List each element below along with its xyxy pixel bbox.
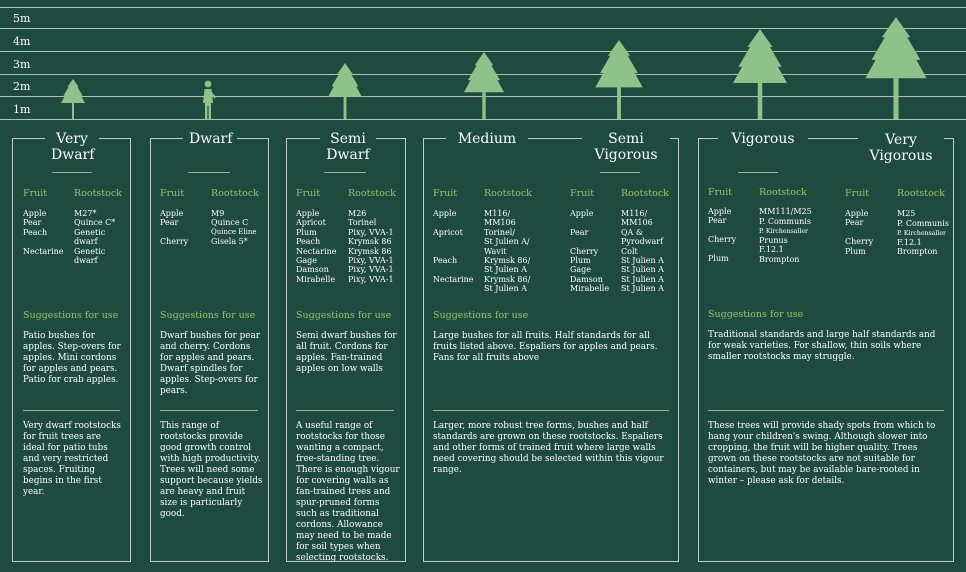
- vigorous-fruit-header: Fruit: [708, 187, 733, 198]
- vigorous-fruit-list: Apple Pear Cherry Plum: [708, 207, 737, 264]
- semi-dwarf-rootstock-header: Rootstock: [348, 188, 396, 199]
- very-vigorous-description: These trees will provide shady spots from which to hang your children's swing. Although slower into cropping, the fruit will be higher quality. Trees grown on these rootstocks are not suitable for containers, but may be available bare-rooted in winter – please ask for details.: [708, 421, 936, 486]
- dwarf-fruit-list: Apple Pear Cherry: [160, 209, 189, 247]
- very-vigorous-rootstock-header: Rootstock: [897, 188, 945, 199]
- very-dwarf-fruit-header: Fruit: [23, 188, 48, 199]
- dwarf-description: This range of rootstocks provide good growth control with high productivity. Trees will need some support because yields are heavy and fruit size is particularly good.: [160, 421, 263, 519]
- vigorous-rootstock-1: MM111/M25: [759, 207, 812, 216]
- semi-vigorous-fruit-list: Apple Pear Cherry Plum Gage Damson Mirabelle: [570, 209, 610, 294]
- very-vigorous-rootstock-4: F.12.1 Brompton: [897, 238, 938, 257]
- tree-size-illustrations: [0, 0, 966, 125]
- very-dwarf-title: Very Dwarf: [45, 131, 99, 163]
- very-dwarf-rootstock-header: Rootstock: [74, 188, 122, 199]
- very-dwarf-suggestions-heading: Suggestions for use: [23, 310, 119, 321]
- medium-title: Medium: [446, 131, 528, 147]
- very-vigorous-suggestions-heading: Suggestions for use: [708, 309, 804, 320]
- medium-fruit-header: Fruit: [433, 188, 458, 199]
- very-dwarf-fruit-list: Apple Pear Peach Nectarine: [23, 209, 64, 256]
- vigorous-rootstock-2: P. Communis: [759, 217, 811, 226]
- dwarf-rootstock-header: Rootstock: [211, 188, 259, 199]
- very-dwarf-suggestions-text: Patio bushes for apples. Step-overs for apples. Mini cordons for apples and pears. Patio for crab apples.: [23, 331, 121, 385]
- scale-label-3m: 3m: [13, 58, 31, 71]
- very-vigorous-separator: [708, 410, 944, 411]
- very-vigorous-title: Very Vigorous: [858, 132, 944, 164]
- semi-vigorous-title: Semi Vigorous: [582, 131, 670, 163]
- semi-vigorous-suggestions-text: Large bushes for all fruits. Half standards for all fruits listed above. Espaliers for apples and pears. Fans for all fruits above: [433, 331, 658, 363]
- dwarf-separator: [160, 410, 258, 411]
- vigorous-title: Vigorous: [718, 131, 808, 147]
- semi-vigorous-rootstock-list: M116/ MM106 QA & Pyrodwarf Colt St Julien A St Julien A St Julien A St Julien A: [621, 209, 664, 294]
- dwarf-rootstock-small: Quince Eline: [211, 228, 257, 236]
- semi-vigorous-fruit-header: Fruit: [570, 188, 595, 199]
- vigorous-rootstock-header: Rootstock: [759, 187, 807, 198]
- tree-semi-vigorous-icon: [595, 40, 642, 119]
- tree-semi-dwarf-icon: [328, 63, 362, 119]
- very-dwarf-title-underline: [52, 172, 92, 173]
- semi-vigorous-description: Larger, more robust tree forms, bushes and half standards are grown on these rootstocks. Espaliers and other forms of trained fruit where large walls need covering should be selected within this vigour range.: [433, 421, 664, 475]
- medium-rootstock-list: M116/ MM106 Torinel/ St Julien A/ Wavit Krymsk 86/ St Julien A Krymsk 86/ St Julien A: [484, 209, 531, 294]
- semi-vigorous-title-underline: [600, 172, 640, 173]
- semi-dwarf-suggestions-text: Semi dwarf bushes for all fruit. Cordons for apples. Fan-trained apples on low walls: [296, 331, 397, 374]
- dwarf-rootstock-last: Gisela 5*: [211, 237, 248, 246]
- semi-vigorous-suggestions-heading: Suggestions for use: [433, 310, 529, 321]
- vigorous-rootstock-4: Prunus F.12.1 Brompton: [759, 236, 800, 264]
- vigorous-title-underline: [738, 172, 778, 173]
- scale-label-4m: 4m: [13, 35, 31, 48]
- dwarf-suggestions-text: Dwarf bushes for pear and cherry. Cordons for apples and pears. Dwarf spindles for apples. Step-overs for pears.: [160, 331, 260, 396]
- semi-dwarf-title: Semi Dwarf: [320, 131, 376, 163]
- very-vigorous-rootstock-1: M25: [897, 209, 916, 218]
- vigorous-rootstock-3: P. Kirchensaller: [759, 228, 808, 235]
- very-dwarf-rootstock-list: M27* Quince C* Genetic dwarf Genetic dwarf: [74, 209, 116, 266]
- semi-dwarf-fruit-header: Fruit: [296, 188, 321, 199]
- semi-dwarf-fruit-list: Apple Apricot Plum Peach Nectarine Gage Damson Mirabelle: [296, 209, 337, 284]
- semi-dwarf-description: A useful range of rootstocks for those wanting a compact, free-standing tree. There is enough vigour for covering walls as fan-trained trees and spur-pruned forms such as traditional cordons. Allowance may need to be made for soil types when selecting rootstocks.: [296, 421, 400, 563]
- dwarf-fruit-header: Fruit: [160, 188, 185, 199]
- dwarf-suggestions-heading: Suggestions for use: [160, 310, 256, 321]
- semi-dwarf-suggestions-heading: Suggestions for use: [296, 310, 392, 321]
- tree-very-vigorous-icon: [865, 17, 926, 119]
- very-vigorous-fruit-header: Fruit: [845, 188, 870, 199]
- medium-rootstock-header: Rootstock: [484, 188, 532, 199]
- semi-dwarf-title-underline: [324, 172, 366, 173]
- semi-vigorous-rootstock-header: Rootstock: [621, 188, 669, 199]
- very-dwarf-separator: [23, 410, 120, 411]
- dwarf-title-underline: [188, 172, 230, 173]
- scale-label-5m: 5m: [13, 12, 31, 25]
- scale-label-2m: 2m: [13, 80, 31, 93]
- scale-label-1m: 1m: [13, 103, 31, 116]
- tree-medium-icon: [464, 52, 504, 119]
- very-vigorous-rootstock-3: P. Kirchensaller: [897, 230, 946, 237]
- very-vigorous-suggestions-text: Traditional standards and large half standards and for weak varieties. For shallow, thin soils where smaller rootstocks may struggle.: [708, 330, 936, 362]
- dwarf-rootstock-list: M9 Quince C: [211, 209, 249, 228]
- person-icon: [203, 81, 216, 119]
- very-vigorous-fruit-list: Apple Pear Cherry Plum: [845, 209, 874, 256]
- tree-very-dwarf-icon: [61, 79, 85, 119]
- very-dwarf-description: Very dwarf rootstocks for fruit trees are ideal for patio tubs and very restricted spaces. Fruiting begins in the first year.: [23, 421, 121, 497]
- dwarf-title: Dwarf: [183, 131, 237, 147]
- very-vigorous-rootstock-2: P. Communis: [897, 219, 949, 228]
- semi-vigorous-separator: [433, 410, 669, 411]
- tree-vigorous-icon: [733, 29, 787, 119]
- semi-dwarf-separator: [296, 410, 394, 411]
- semi-dwarf-rootstock-list: M26 Torinel Pixy, VVA-1 Krymsk 86 Krymsk 86 Pixy, VVA-1 Pixy, VVA-1 Pixy, VVA-1: [348, 209, 394, 284]
- medium-fruit-list: Apple Apricot Peach Nectarine: [433, 209, 474, 284]
